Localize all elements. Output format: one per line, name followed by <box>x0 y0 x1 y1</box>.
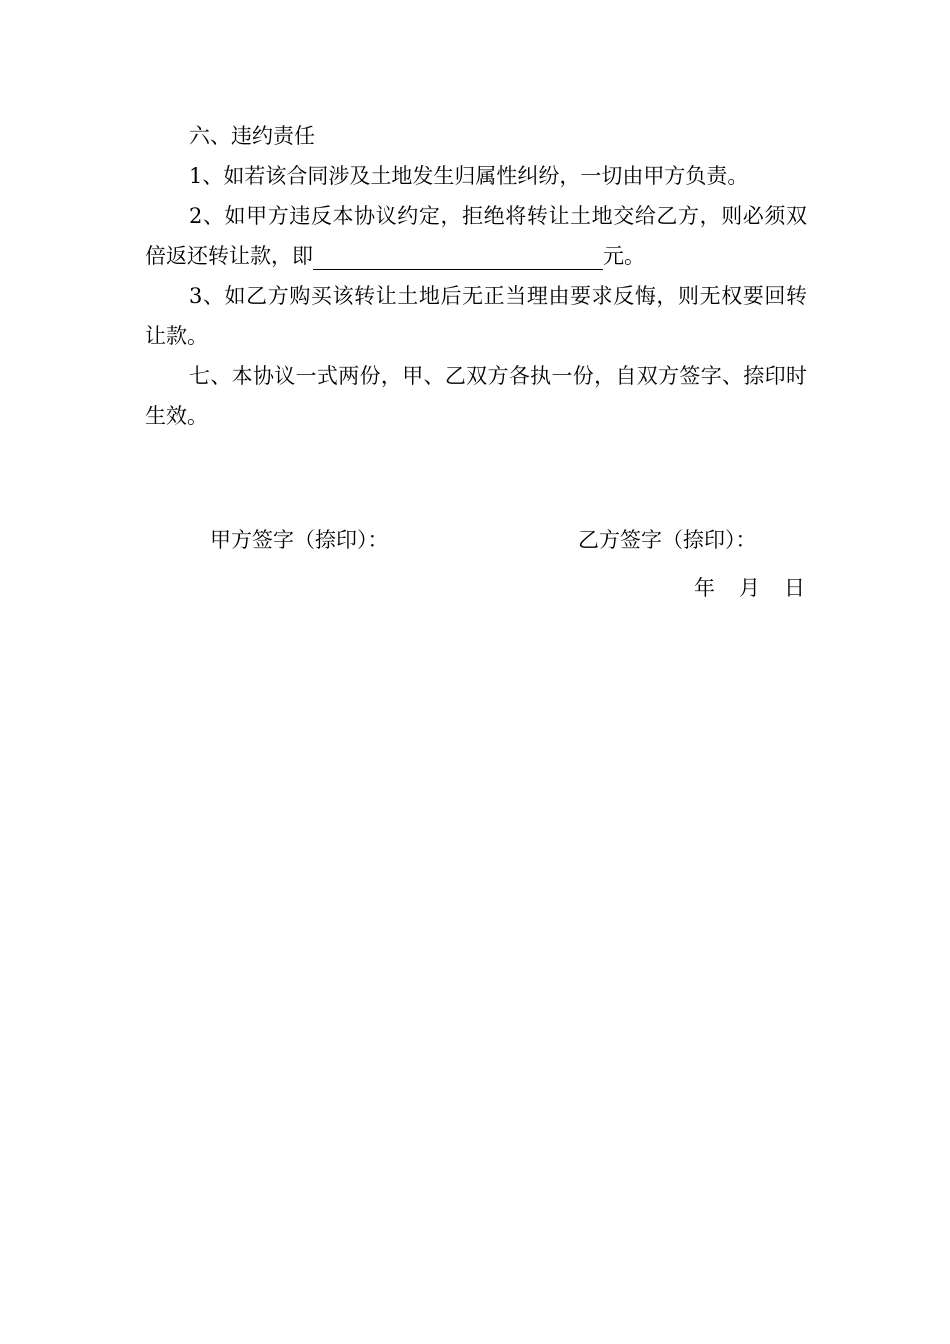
signature-row <box>210 520 810 560</box>
clause-3: 3、如乙方购买该转让土地后无正当理由要求反悔，则无权要回转让款。 <box>145 284 807 348</box>
clause-2-suffix: 元。 <box>603 244 645 268</box>
date-year-label: 年 <box>694 576 715 600</box>
date-month-label: 月 <box>739 576 760 600</box>
party-b-signature-label: 乙方签字（捺印）： <box>578 528 757 552</box>
date-line <box>694 568 805 608</box>
date-day-label: 日 <box>784 576 805 600</box>
party-a-signature-label: 甲方签字（捺印）： <box>210 528 389 552</box>
clause-2 <box>145 196 807 276</box>
amount-blank-line <box>313 243 603 270</box>
clause-2-text: 2、如甲方违反本协议约定，拒绝将转让土地交给乙方，则必须双倍返还转让款，即 <box>145 204 807 268</box>
clause-7: 七、本协议一式两份，甲、乙双方各执一份，自双方签字、捺印时生效。 <box>145 364 807 428</box>
section-title: 六、违约责任 <box>189 124 315 148</box>
document-body <box>145 116 807 436</box>
clause-1: 1、如若该合同涉及土地发生归属性纠纷，一切由甲方负责。 <box>189 164 749 188</box>
